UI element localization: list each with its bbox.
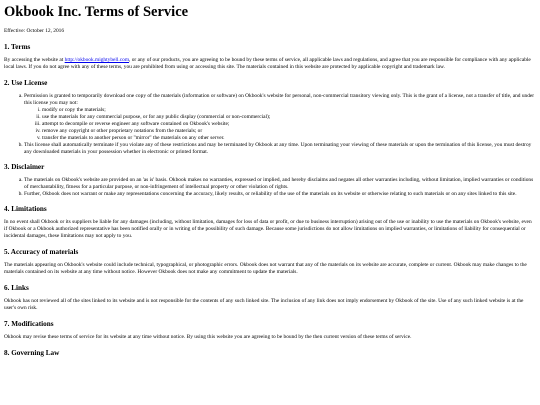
list-item <box>24 93 536 142</box>
section-text: Okbook may revise these terms of service for its website at any time without notice. By using this website you are agreeing to be bound by the then current version of these terms of service. <box>4 334 412 340</box>
list-item: v. transfer the materials to another person or "mirror" the materials on any other server. <box>42 135 536 142</box>
section-text: Okbook has not reviewed all of the sites linked to its website and is not responsible for the contents of any such linked site. The inclusion of any link does not imply endorsement by Okbook of the site. Use of any such linked website is at the user's own risk. <box>4 298 524 311</box>
list-item: iii. attempt to decompile or reverse engineer any software contained on Okbook's website; <box>42 121 536 128</box>
list-item: b. This license shall automatically terminate if you violate any of these restrictions and may be terminated by Okbook at any time. Upon terminating your viewing of these materials or upon the termination of this license, you must destroy any downloaded materials in your possession whether in electronic or printed format. <box>24 142 536 156</box>
restrictions-list <box>24 107 536 142</box>
section-heading: 6. Links <box>4 284 29 292</box>
section-use-license <box>4 79 536 156</box>
section-links <box>4 284 536 312</box>
section-modifications <box>4 320 536 341</box>
effective-date: Effective: October 12, 2016 <box>4 28 65 34</box>
license-list <box>4 93 536 156</box>
section-terms <box>4 43 536 71</box>
section-heading: 3. Disclaimer <box>4 163 45 171</box>
section-heading: 5. Accuracy of materials <box>4 248 79 256</box>
section-heading: 7. Modifications <box>4 320 54 328</box>
list-item: a. The materials on Okbook's website are provided on an 'as is' basis. Okbook makes no warranties, expressed or implied, and hereby disclaims and negates all other warranties including, without limitation, implied warranties or conditions of merchantability, fitness for a particular purpose, or non-infringement of intellectual property or other violation of rights. <box>24 177 536 191</box>
section-accuracy <box>4 248 536 276</box>
section-heading: 1. Terms <box>4 43 31 51</box>
section-text: In no event shall Okbook or its suppliers be liable for any damages (including, without limitation, damages for loss of data or profit, or due to business interruption) arising out of the use or inability to use the materials on Okbook's website, even if Okbook or a Okbook authorized representative has been notified orally or in writing of the possibility of such damage. Because some jurisdictions do not allow limitations on implied warranties, or limitations of liability for consequential or incidental damages, these limitations may not apply to you. <box>4 219 532 239</box>
section-text <box>4 57 536 71</box>
website-link[interactable]: http://okbook.mightybell.com <box>64 57 130 63</box>
section-text: The materials appearing on Okbook's website could include technical, typographical, or photographic errors. Okbook does not warrant that any of the materials on its website are accurate, complete or current. Okbook may make changes to the materials contained on its website at any time without notice. However Okbook does not make any commitment to update the materials. <box>4 262 527 275</box>
list-item: iv. remove any copyright or other proprietary notations from the materials; or <box>42 128 536 135</box>
text-after-link: , or any of our products, you are agreeing to be bound by these terms of service, all applicable laws and regulations, and agree that you are responsible for compliance with any applicable local laws. If you do not agree with any of these terms, you are prohibited from using or accessing this site. The materials contained in this website are protected by applicable copyright and trademark law. <box>4 57 531 70</box>
text-before-link: By accessing the website at <box>4 57 65 63</box>
list-item: i. modify or copy the materials; <box>42 107 536 114</box>
section-governing-law <box>4 349 536 357</box>
section-disclaimer <box>4 163 536 198</box>
section-limitations <box>4 205 536 240</box>
list-item: b. Further, Okbook does not warrant or make any representations concerning the accuracy, likely results, or reliability of the use of the materials on its website or otherwise relating to such materials or on any sites linked to this site. <box>24 191 536 198</box>
section-heading: 8. Governing Law <box>4 349 60 357</box>
section-heading: 4. Limitations <box>4 205 47 213</box>
section-heading: 2. Use License <box>4 79 48 87</box>
disclaimer-list <box>4 177 536 198</box>
list-item-text: Permission is granted to temporarily download one copy of the materials (information or software) on Okbook's website for personal, non-commercial transitory viewing only. This is the grant of a license, not a transfer of title, and under this license you may not: <box>24 93 535 106</box>
list-item: ii. use the materials for any commercial purpose, or for any public display (commercial or non-commercial); <box>42 114 536 121</box>
page-title: Okbook Inc. Terms of Service <box>4 4 189 20</box>
